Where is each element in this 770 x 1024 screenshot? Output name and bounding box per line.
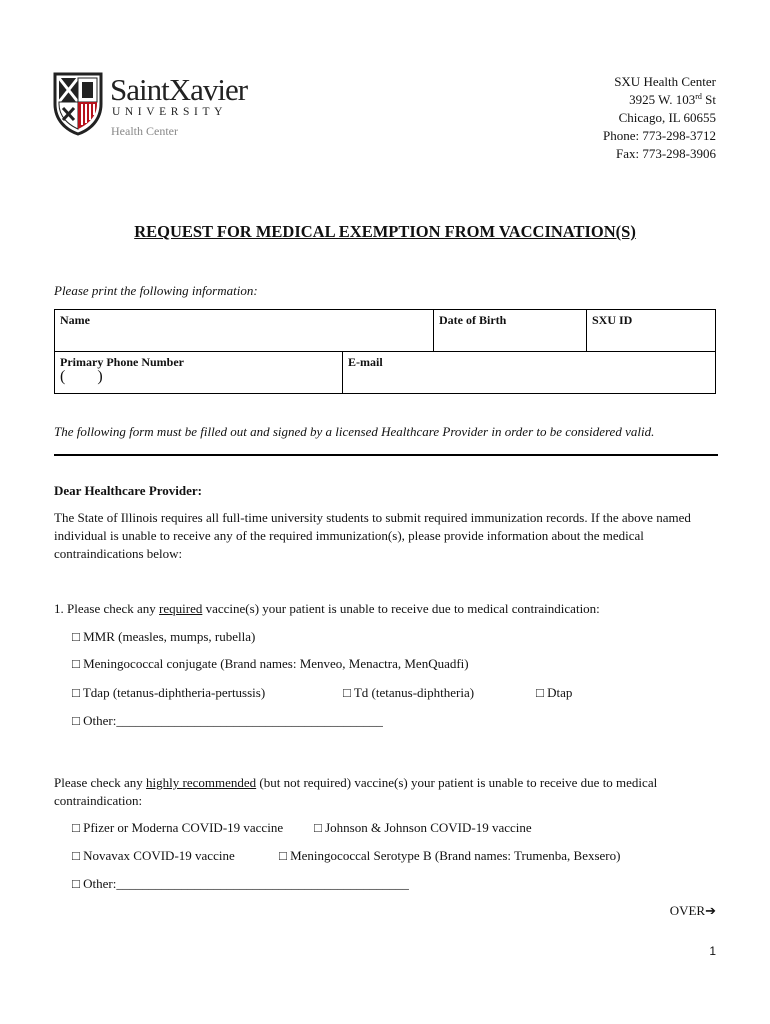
page-number: 1: [709, 944, 716, 958]
print-instructions: Please print the following information:: [54, 283, 258, 298]
prompt-suffix: vaccine(s) your patient is unable to receive due to medical contraindication:: [202, 601, 600, 616]
prompt-prefix: 1. Please check any: [54, 601, 160, 616]
prompt-emphasis: highly recommended: [146, 775, 257, 790]
prompt-suffix: (but not required) vaccine(s) your patient is unable to receive due to medical contraindication:: [54, 775, 658, 808]
logo-subtitle: Health Center: [111, 124, 178, 138]
email-label: E-mail: [348, 355, 383, 369]
logo-name: SaintXavier: [110, 72, 248, 107]
sxu-id-label: SXU ID: [592, 313, 633, 327]
street-number: 3925 W. 103: [629, 92, 696, 107]
recommended-vaccines-prompt: [54, 774, 714, 810]
checkbox-other-required[interactable]: □ Other:_________________________________________: [72, 713, 383, 728]
street-end: St: [701, 92, 716, 107]
logo-university: UNIVERSITY: [112, 106, 227, 118]
checkbox-pfizer-moderna[interactable]: □ Pfizer or Moderna COVID-19 vaccine: [72, 820, 284, 835]
page-title: REQUEST FOR MEDICAL EXEMPTION FROM VACCINATION(S): [134, 222, 636, 241]
street-suffix: rd: [695, 92, 702, 101]
address-fax: Fax: 773-298-3906: [615, 146, 716, 161]
address-line1: SXU Health Center: [614, 74, 716, 89]
student-info-table: [54, 309, 716, 394]
validity-note: The following form must be filled out and signed by a licensed Healthcare Provider in order to be considered valid.: [54, 424, 655, 439]
checkbox-other-recommended[interactable]: □ Other:_____________________________________________: [72, 876, 409, 891]
shield-crest-icon: [52, 70, 104, 136]
name-field[interactable]: [55, 310, 433, 351]
name-label: Name: [60, 313, 90, 327]
health-center-address: [603, 73, 716, 163]
address-city: Chicago, IL 60655: [618, 110, 716, 125]
dob-field[interactable]: [434, 310, 586, 351]
sxu-id-field[interactable]: [587, 310, 715, 351]
checkbox-mmr[interactable]: □ MMR (measles, mumps, rubella): [72, 629, 256, 644]
phone-label: Primary Phone Number: [60, 355, 184, 369]
dob-label: Date of Birth: [439, 313, 507, 327]
intro-paragraph: The State of Illinois requires all full-time university students to submit required immunization records. If the above named individual is unable to receive any of the required immunization(s), please provide information about the medical contraindications below:: [54, 510, 691, 561]
address-street: [603, 91, 716, 109]
checkbox-tdap[interactable]: □ Tdap (tetanus-diphtheria-pertussis): [72, 685, 266, 700]
checkbox-johnson-johnson[interactable]: □ Johnson & Johnson COVID-19 vaccine: [314, 820, 532, 835]
email-field[interactable]: [343, 352, 715, 393]
over-label: OVER➔: [669, 903, 716, 918]
checkbox-meningococcal-conjugate[interactable]: □ Meningococcal conjugate (Brand names: Menveo, Menactra, MenQuadfi): [72, 656, 469, 671]
address-phone: Phone: 773-298-3712: [602, 128, 716, 143]
section-divider: [54, 454, 718, 456]
required-vaccines-prompt: [54, 600, 600, 618]
salutation: Dear Healthcare Provider:: [54, 483, 203, 498]
checkbox-td[interactable]: □ Td (tetanus-diphtheria): [343, 685, 475, 700]
phone-field[interactable]: [55, 352, 342, 393]
phone-area-code: ( ): [60, 368, 103, 385]
prompt-prefix: Please check any: [54, 775, 147, 790]
checkbox-meningococcal-b[interactable]: □ Meningococcal Serotype B (Brand names: Trumenba, Bexsero): [279, 848, 621, 863]
prompt-emphasis: required: [159, 601, 203, 616]
checkbox-novavax[interactable]: □ Novavax COVID-19 vaccine: [72, 848, 235, 863]
checkbox-dtap[interactable]: □ Dtap: [536, 685, 573, 700]
university-logo: [52, 70, 282, 142]
